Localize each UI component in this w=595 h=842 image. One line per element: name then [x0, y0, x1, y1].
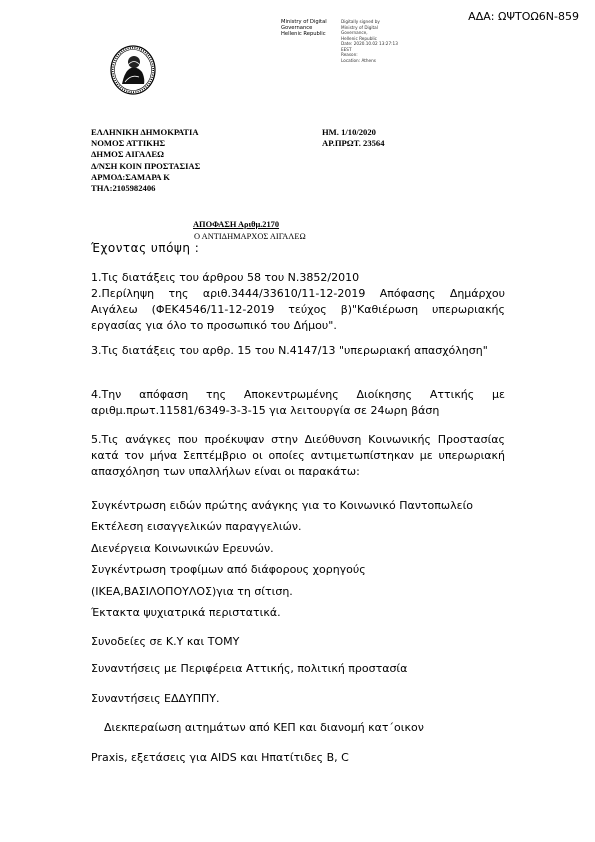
signature-line: Ministry of Digital — [281, 19, 327, 25]
signature-detail-line: Location: Athens — [341, 57, 376, 63]
deputy-mayor: Ο ΑΝΤΙΔΗΜΑΡΧΟΣ ΑΙΓΑΛΕΩ — [194, 232, 306, 241]
header-line: ΕΛΛΗΝΙΚΗ ΔΗΜΟΚΡΑΤΙΑ — [91, 127, 199, 137]
signature-detail-line: Hellenic Republic — [341, 35, 377, 41]
having-regard-heading: Έχοντας υπόψη : — [91, 241, 200, 255]
greek-coat-of-arms-seal — [109, 44, 157, 96]
signature-detail-line: Digitally signed by — [341, 19, 380, 24]
paragraph: 3.Τις διατάξεις του αρθρ. 15 του Ν.4147/13 "υπερωριακή απασχόληση" — [91, 344, 488, 357]
document-date: ΗΜ. 1/10/2020 — [322, 127, 376, 137]
header-line: ΤΗΛ:2105982406 — [91, 183, 156, 194]
list-item: Συγκέντρωση ειδών πρώτης ανάγκης για το Κοινωνικό Παντοπωλείο — [91, 499, 474, 512]
header-line: ΑΡΜΟΔ:ΣΑΜΑΡΑ Κ — [91, 171, 170, 182]
list-item: Εκτέλεση εισαγγελικών παραγγελιών. — [91, 520, 302, 533]
decision-title: ΑΠΟΦΑΣΗ Αριθμ.2170 — [193, 220, 280, 229]
protocol-number: ΑΡ.ΠΡΩΤ. 23564 — [322, 138, 385, 149]
signature-detail-line: EEST — [341, 46, 352, 52]
list-item: Συναντήσεις με Περιφέρεια Αττικής, πολιτική προστασία — [91, 662, 408, 675]
list-item: Διενέργεια Κοινωνικών Ερευνών. — [91, 542, 274, 555]
ada-code: ΑΔΑ: ΩΨΤΟΩ6Ν-859 — [468, 10, 579, 23]
signature-line: Hellenic Republic — [281, 31, 326, 37]
date-protocol-block — [322, 127, 385, 149]
paragraph: 4.Την απόφαση της Αποκεντρωμένης Διοίκησης Αττικής με αριθμ.πρωτ.11581/6349-3-3-15 για λειτουργία σε 24ωρη βάση — [91, 388, 505, 417]
signature-detail-line: Reason: — [341, 52, 358, 57]
paragraph: 2.Περίληψη της αριθ.3444/33610/11-12-2019 Απόφασης Δημάρχου Αιγάλεω (ΦΕΚ4546/11-12-2019 τεύχος β)"Καθιέρωση υπερωριακής εργασίας για όλο το προσωπικό του Δήμου". — [91, 287, 505, 332]
signature-detail-line: Date: 2020.10.02 13:27:13 — [341, 41, 398, 46]
list-item: Συνοδείες σε Κ.Υ και ΤΟΜΥ — [91, 635, 240, 648]
signature-line: Governance — [281, 25, 313, 31]
list-item: Συναντήσεις ΕΔΔΥΠΠΥ. — [91, 692, 220, 705]
header-line: ΝΟΜΟΣ ΑΤΤΙΚΗΣ — [91, 138, 166, 149]
header-line: Δ/ΝΣΗ ΚΟΙΝ ΠΡΟΣΤΑΣΙΑΣ — [91, 160, 201, 171]
paragraph: 1.Τις διατάξεις του άρθρου 58 του Ν.3852/2010 — [91, 271, 360, 284]
header-line: ΔΗΜΟΣ ΑΙΓΑΛΕΩ — [91, 149, 165, 160]
issuer-block — [91, 127, 200, 194]
signature-detail-line: Governance, — [341, 30, 368, 35]
list-item: Διεκπεραίωση αιτημάτων από ΚΕΠ και διανομή κατ΄οικον — [104, 721, 424, 734]
signature-detail — [341, 19, 411, 63]
list-item: Praxis, εξετάσεις για AIDS και Ηπατίτιδες Β, C — [91, 751, 349, 764]
list-item: Συγκέντρωση τροφίμων από διάφορους χορηγούς — [91, 563, 366, 576]
signature-detail-line: Ministry of Digital — [341, 24, 378, 30]
list-item: (ΙΚΕΑ,ΒΑΣΙΛΟΠΟΥΛΟΣ)για τη σίτιση. — [91, 585, 293, 598]
paragraph: 5.Τις ανάγκες που προέκυψαν στην Διεύθυνση Κοινωνικής Προστασίας κατά τον μήνα Σεπτέμβριο οι οποίες αντιμετωπίστηκαν με υπερωριακή απασχόληση των υπαλλήλων είναι οι παρακάτω: — [91, 433, 505, 478]
list-item: Έκτακτα ψυχιατρικά περιστατικά. — [91, 606, 281, 619]
